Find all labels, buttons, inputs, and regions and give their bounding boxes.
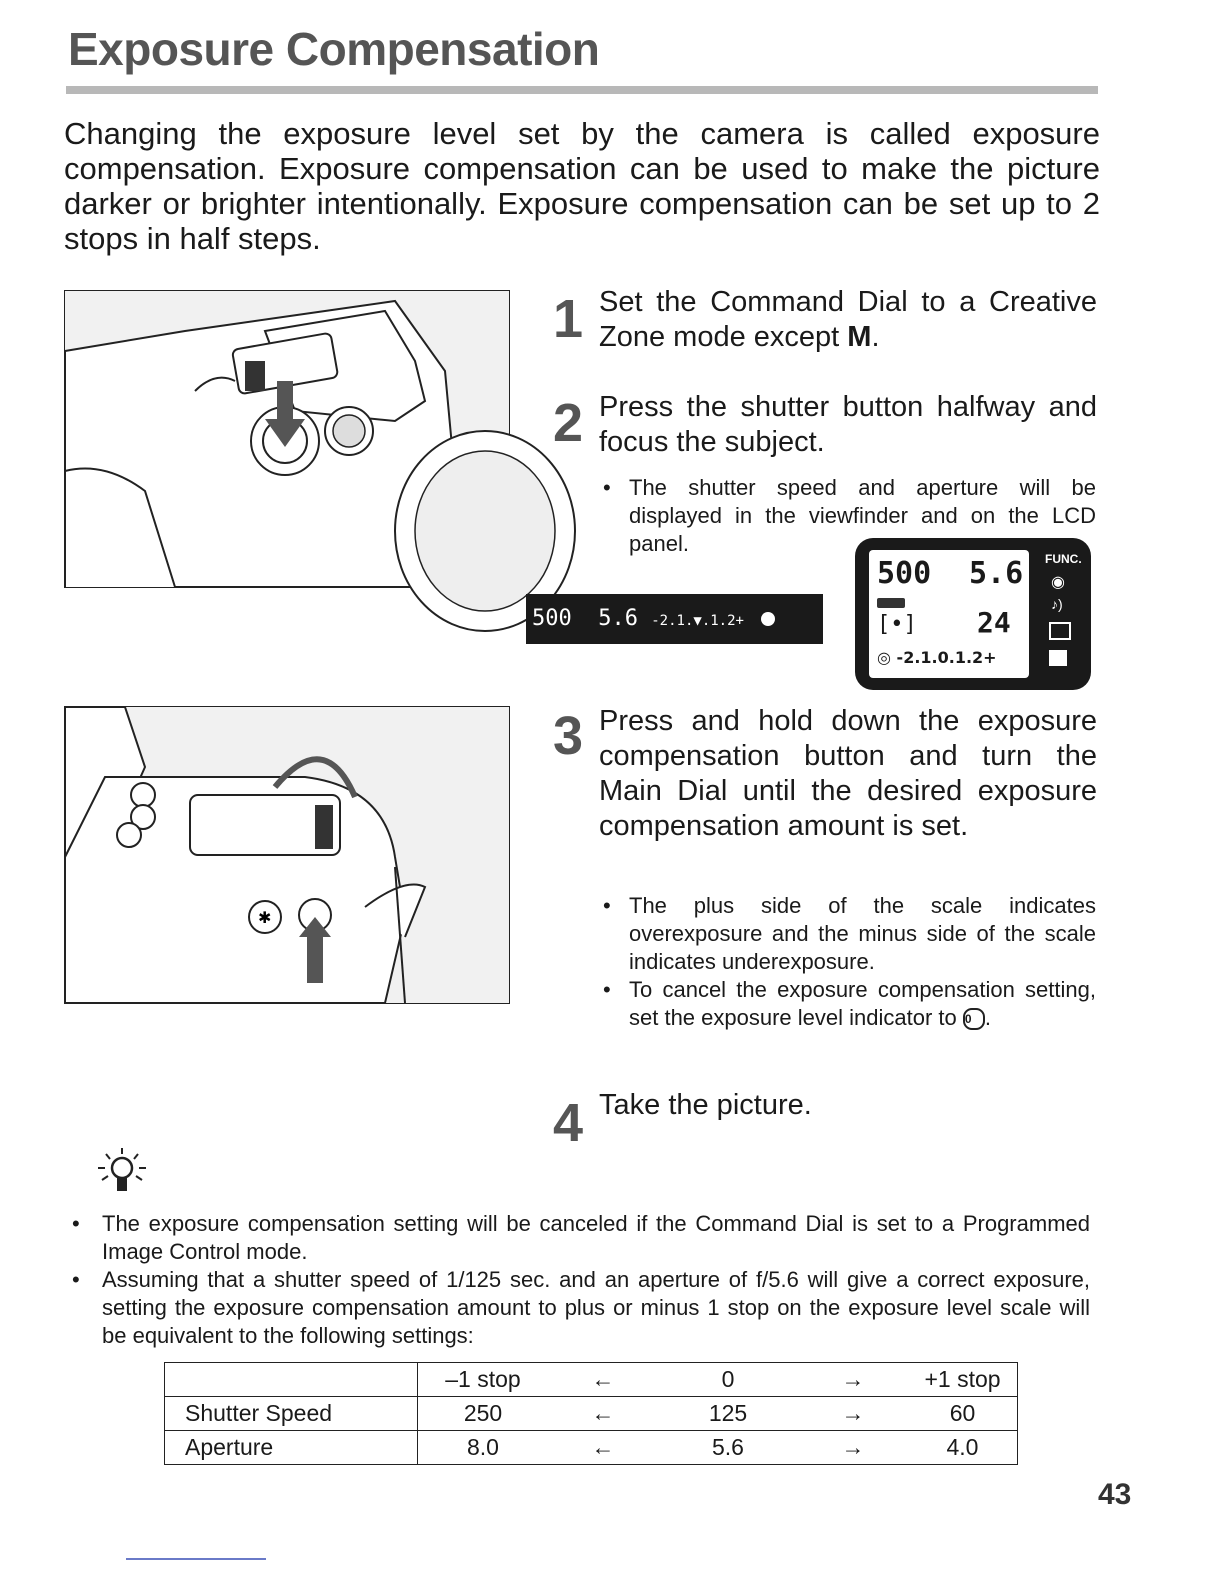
table-row [165, 1431, 1018, 1465]
footer-line [126, 1558, 266, 1560]
table-cell: 4.0 [908, 1431, 1018, 1465]
beep-icon: ♪) [1051, 596, 1063, 612]
step-2-bullet: • The shutter speed and aperture will be displayed in the viewfinder and on the LCD panel. [603, 475, 1096, 556]
table-cell: 60 [908, 1397, 1018, 1431]
tip-item: • The exposure compensation setting will be canceled if the Command Dial is set to a Programmed Image Control mode. [72, 1211, 1090, 1264]
exposure-mode-icon: ◎ [877, 648, 891, 667]
battery-icon [877, 598, 905, 608]
camera-compensation-button-illustration [64, 706, 510, 1004]
title-rule [66, 86, 1098, 94]
intro-paragraph: Changing the exposure level set by the camera is called exposure compensation. Exposure compensation can be used to make the picture darker or brighter intentionally. Exposure compensation can be set up to 2 stops in half steps. [64, 116, 1100, 256]
page-title: Exposure Compensation [68, 23, 600, 75]
table-cell: → [798, 1431, 908, 1465]
step-1-number: 1 [552, 289, 584, 349]
table-cell: Shutter Speed [165, 1397, 418, 1431]
table-cell: ← [548, 1363, 658, 1397]
table-cell: → [798, 1363, 908, 1397]
step-4-text: Take the picture. [599, 1089, 812, 1121]
tips-list [72, 1210, 1090, 1350]
lcd-frame-counter: 24 [977, 606, 1011, 639]
table-cell [165, 1363, 418, 1397]
step-3-text: Press and hold down the exposure compensation button and turn the Main Dial until the desired exposure compensation amount is set. [599, 705, 1097, 842]
table-cell: 8.0 [418, 1431, 549, 1465]
date-imprint-icon [1049, 650, 1067, 666]
svg-text:✱: ✱ [258, 908, 272, 927]
exposure-equivalence-table [164, 1362, 1018, 1465]
table-cell: Aperture [165, 1431, 418, 1465]
table-cell: ← [548, 1431, 658, 1465]
lcd-screen [869, 550, 1029, 678]
step-2-text: Press the shutter button halfway and focus the subject. [599, 391, 1097, 458]
lcd-exposure-scale: ◎ -2.1.0.1.2+ [877, 648, 997, 667]
exposure-zero-indicator-icon: 0 [963, 1008, 985, 1030]
step-4-number: 4 [552, 1093, 584, 1153]
drive-mode-icon [1049, 622, 1071, 640]
camera-shutter-illustration [64, 290, 510, 588]
step-2-number: 2 [552, 393, 584, 453]
page-number: 43 [1098, 1478, 1132, 1511]
viewfinder-display: 500 5.6 -2.1.▼.1.2+ [526, 594, 823, 644]
table-cell: 5.6 [658, 1431, 798, 1465]
af-frame-icon: [•] [877, 612, 917, 637]
step-1-text: Set the Command Dial to a Creative Zone mode except M. [599, 286, 1097, 353]
lightbulb-tip-icon [92, 1144, 152, 1205]
table-cell: 125 [658, 1397, 798, 1431]
lcd-panel [855, 538, 1091, 690]
red-eye-icon: ◉ [1051, 574, 1065, 591]
lcd-aperture: 5.6 [969, 556, 1024, 591]
step-3-number: 3 [552, 706, 584, 766]
table-cell: +1 stop [908, 1363, 1018, 1397]
table-cell: → [798, 1397, 908, 1431]
step-3-bullet-1: • The plus side of the scale indicates overexposure and the minus side of the scale indicates underexposure. [603, 893, 1096, 974]
lcd-shutter-speed: 500 [877, 556, 932, 591]
tip-item: • Assuming that a shutter speed of 1/125 sec. and an aperture of f/5.6 will give a correct exposure, setting the exposure compensation amount to plus or minus 1 stop on the exposure level scale will be equivalent to the following settings: [72, 1267, 1090, 1348]
table-cell: –1 stop [418, 1363, 549, 1397]
table-row [165, 1397, 1018, 1431]
table-header-row [165, 1363, 1018, 1397]
table-cell: ← [548, 1397, 658, 1431]
table-cell: 0 [658, 1363, 798, 1397]
func-label: FUNC. [1045, 552, 1082, 566]
step-3-bullet-2: • To cancel the exposure compensation setting, set the exposure level indicator to 0 . [603, 977, 1096, 1030]
table-cell: 250 [418, 1397, 549, 1431]
flash-ready-icon [761, 612, 775, 626]
